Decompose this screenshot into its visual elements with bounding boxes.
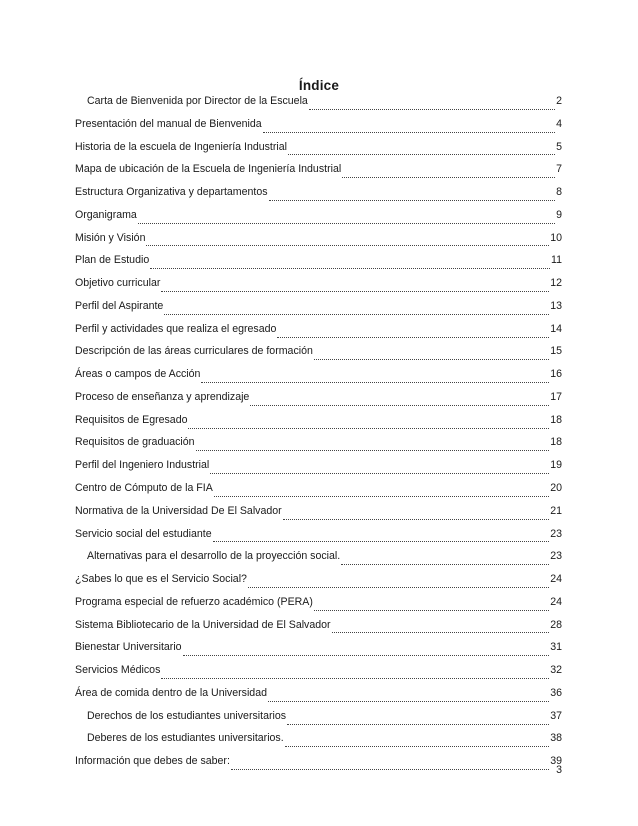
toc-entry-page: 24 bbox=[550, 573, 562, 586]
toc-entry[interactable] bbox=[75, 414, 562, 437]
dot-leader bbox=[214, 496, 549, 497]
dot-leader bbox=[183, 655, 550, 656]
dot-leader bbox=[263, 132, 555, 133]
toc-entry[interactable] bbox=[75, 550, 562, 573]
toc-entry-page: 24 bbox=[550, 595, 562, 608]
dot-leader bbox=[314, 610, 549, 611]
toc-entry-label: Descripción de las áreas curriculares de formación bbox=[75, 345, 313, 358]
toc-entry-page: 10 bbox=[550, 231, 562, 244]
dot-leader bbox=[213, 541, 550, 542]
toc-entry-label: Información que debes de saber: bbox=[75, 755, 230, 768]
dot-leader bbox=[283, 519, 550, 520]
toc-entry-page: 5 bbox=[556, 140, 562, 153]
table-of-contents bbox=[75, 95, 562, 778]
toc-entry-page: 21 bbox=[550, 504, 562, 517]
toc-entry-label: Servicio social del estudiante bbox=[75, 527, 212, 540]
toc-entry[interactable] bbox=[75, 209, 562, 232]
dot-leader bbox=[277, 337, 549, 338]
toc-entry-page: 23 bbox=[550, 550, 562, 563]
toc-entry-page: 4 bbox=[556, 117, 562, 130]
toc-entry-page: 37 bbox=[550, 709, 562, 722]
toc-entry-page: 23 bbox=[550, 527, 562, 540]
toc-entry[interactable] bbox=[75, 323, 562, 346]
toc-entry-label: Mapa de ubicación de la Escuela de Ingeniería Industrial bbox=[75, 163, 342, 176]
dot-leader bbox=[314, 359, 549, 360]
toc-entry-label: Presentación del manual de Bienvenida bbox=[75, 117, 262, 130]
toc-entry-page: 11 bbox=[551, 254, 562, 267]
toc-entry-label: Centro de Cómputo de la FIA bbox=[75, 482, 213, 495]
toc-entry[interactable] bbox=[75, 641, 562, 664]
toc-entry-page: 20 bbox=[550, 482, 562, 495]
toc-entry-page: 36 bbox=[550, 686, 562, 699]
dot-leader bbox=[201, 382, 549, 383]
toc-entry-page: 12 bbox=[550, 277, 562, 290]
toc-entry-page: 17 bbox=[550, 390, 562, 403]
toc-entry-label: Perfil del Aspirante bbox=[75, 299, 164, 312]
toc-entry-label: Normativa de la Universidad De El Salvador bbox=[75, 504, 282, 517]
toc-entry[interactable] bbox=[75, 300, 562, 323]
toc-entry-label: Sistema Bibliotecario de la Universidad de El Salvador bbox=[75, 618, 331, 631]
toc-entry-page: 13 bbox=[550, 299, 562, 312]
toc-entry-page: 2 bbox=[556, 95, 562, 107]
dot-leader bbox=[342, 177, 555, 178]
toc-entry[interactable] bbox=[75, 755, 562, 778]
toc-entry-label: Historia de la escuela de Ingeniería Industrial bbox=[75, 140, 287, 153]
toc-entry-label: Plan de Estudio bbox=[75, 254, 150, 267]
toc-entry-page: 16 bbox=[550, 368, 562, 381]
toc-entry[interactable] bbox=[75, 118, 562, 141]
dot-leader bbox=[231, 769, 549, 770]
toc-entry-label: Derechos de los estudiantes universitarios bbox=[87, 709, 287, 722]
toc-entry[interactable] bbox=[75, 528, 562, 551]
dot-leader bbox=[210, 473, 549, 474]
toc-entry-label: Carta de Bienvenida por Director de la Escuela bbox=[87, 95, 308, 107]
dot-leader bbox=[309, 109, 555, 110]
toc-entry-page: 19 bbox=[550, 459, 562, 472]
dot-leader bbox=[285, 746, 550, 747]
dot-leader bbox=[341, 564, 549, 565]
toc-entry-label: Proceso de enseñanza y aprendizaje bbox=[75, 390, 250, 403]
toc-entry-label: Objetivo curricular bbox=[75, 277, 161, 290]
toc-entry-page: 38 bbox=[550, 732, 562, 745]
toc-entry-label: Bienestar Universitario bbox=[75, 641, 182, 654]
toc-entry[interactable] bbox=[75, 619, 562, 642]
toc-entry[interactable] bbox=[75, 141, 562, 164]
dot-leader bbox=[146, 245, 549, 246]
toc-entry[interactable] bbox=[75, 459, 562, 482]
toc-entry-label: Estructura Organizativa y departamentos bbox=[75, 186, 268, 199]
dot-leader bbox=[138, 223, 555, 224]
dot-leader bbox=[288, 154, 555, 155]
dot-leader bbox=[269, 200, 556, 201]
toc-entry[interactable] bbox=[75, 254, 562, 277]
dot-leader bbox=[161, 291, 549, 292]
dot-leader bbox=[164, 314, 549, 315]
toc-entry-label: Áreas o campos de Acción bbox=[75, 368, 201, 381]
toc-entry[interactable] bbox=[75, 436, 562, 459]
dot-leader bbox=[161, 678, 549, 679]
toc-entry-label: ¿Sabes lo que es el Servicio Social? bbox=[75, 573, 247, 586]
toc-entry-page: 31 bbox=[550, 641, 562, 654]
toc-entry[interactable] bbox=[75, 573, 562, 596]
toc-entry[interactable] bbox=[75, 664, 562, 687]
toc-entry[interactable] bbox=[75, 482, 562, 505]
toc-entry-page: 39 bbox=[550, 755, 562, 768]
toc-entry-label: Misión y Visión bbox=[75, 231, 146, 244]
toc-entry[interactable] bbox=[75, 505, 562, 528]
toc-entry[interactable] bbox=[75, 163, 562, 186]
toc-entry[interactable] bbox=[75, 732, 562, 755]
toc-entry-page: 32 bbox=[550, 664, 562, 677]
toc-entry[interactable] bbox=[75, 186, 562, 209]
toc-entry[interactable] bbox=[75, 368, 562, 391]
toc-entry-page: 14 bbox=[550, 322, 562, 335]
dot-leader bbox=[188, 428, 549, 429]
toc-entry-page: 18 bbox=[550, 413, 562, 426]
toc-entry[interactable] bbox=[75, 232, 562, 255]
toc-entry-page: 7 bbox=[556, 163, 562, 176]
dot-leader bbox=[196, 450, 550, 451]
dot-leader bbox=[287, 724, 549, 725]
toc-entry-label: Alternativas para el desarrollo de la proyección social. bbox=[87, 550, 341, 563]
toc-title: Índice bbox=[298, 78, 340, 93]
toc-entry-page: 28 bbox=[550, 618, 562, 631]
toc-entry[interactable] bbox=[75, 345, 562, 368]
toc-entry-page: 8 bbox=[556, 186, 562, 199]
dot-leader bbox=[250, 405, 549, 406]
toc-entry-label: Requisitos de graduación bbox=[75, 436, 195, 449]
toc-entry-label: Perfil del Ingeniero Industrial bbox=[75, 459, 210, 472]
toc-entry-label: Servicios Médicos bbox=[75, 664, 161, 677]
toc-entry[interactable] bbox=[75, 596, 562, 619]
toc-entry-label: Perfil y actividades que realiza el egresado bbox=[75, 322, 277, 335]
toc-entry[interactable] bbox=[75, 277, 562, 300]
toc-entry-page: 18 bbox=[550, 436, 562, 449]
dot-leader bbox=[248, 587, 549, 588]
dot-leader bbox=[332, 632, 550, 633]
toc-entry-page: 15 bbox=[550, 345, 562, 358]
toc-entry-label: Deberes de los estudiantes universitarios. bbox=[87, 732, 284, 745]
toc-entry[interactable] bbox=[75, 687, 562, 710]
toc-entry-label: Programa especial de refuerzo académico (PERA) bbox=[75, 595, 313, 608]
page-number: 3 bbox=[556, 764, 562, 776]
toc-entry-label: Organigrama bbox=[75, 208, 137, 221]
toc-entry[interactable] bbox=[75, 391, 562, 414]
toc-entry-page: 9 bbox=[556, 208, 562, 221]
toc-entry[interactable] bbox=[75, 95, 562, 118]
dot-leader bbox=[150, 268, 550, 269]
toc-entry-label: Requisitos de Egresado bbox=[75, 413, 188, 426]
toc-entry-label: Área de comida dentro de la Universidad bbox=[75, 686, 267, 699]
toc-entry[interactable] bbox=[75, 710, 562, 733]
dot-leader bbox=[268, 701, 549, 702]
